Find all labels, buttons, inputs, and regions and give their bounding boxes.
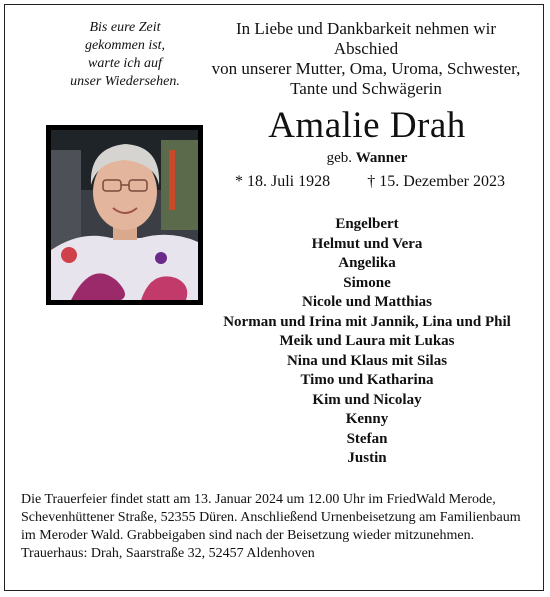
mourner: Timo und Katharina (300, 372, 434, 388)
intro-line: von unserer Mutter, Oma, Uroma, Schwester, (211, 59, 521, 78)
mourning-house: Trauerhaus: Drah, Saarstraße 32, 52457 Aldenhoven (21, 546, 315, 561)
portrait-image (51, 130, 198, 300)
ceremony-text: Die Trauerfeier findet statt am 13. Januar 2024 um 12.00 Uhr im FriedWald Merode, Schevenhüttener Straße, 52355 Düren. Anschließend Urnenbeisetzung am Familienbaum im Meroder Wald. Grabbeigaben sind nach der Beisetzung wieder mitzunehmen. (21, 492, 521, 543)
mourner: Angelika (338, 255, 396, 271)
deceased-name: Amalie Drah (268, 105, 466, 146)
mourner: Justin (347, 450, 387, 466)
maiden-name (232, 149, 502, 167)
mourner: Simone (343, 274, 391, 291)
maiden-prefix: geb. (326, 150, 352, 166)
intro-line: In Liebe und Dankbarkeit nehmen wir Abschied (235, 19, 497, 58)
mourner: Meik und Laura mit Lukas (279, 333, 455, 349)
life-dates (225, 172, 515, 192)
funeral-notice (21, 491, 529, 563)
poem-line: gekommen ist, (84, 38, 166, 53)
mourner: Norman und Irina mit Jannik, Lina und Phil (223, 313, 511, 330)
mourner: Helmut und Vera (311, 235, 423, 252)
intro-line: Tante und Schwägerin (290, 79, 442, 98)
poem-line: warte ich auf (88, 56, 162, 71)
intro-text (208, 19, 524, 99)
portrait-photo (46, 125, 203, 305)
poem-line: Bis eure Zeit (89, 20, 161, 35)
mourner: Stefan (346, 430, 388, 447)
mourner: Nina und Klaus mit Silas (286, 352, 448, 369)
mourner: Kenny (345, 411, 389, 427)
birth-date: * 18. Juli 1928 (235, 173, 331, 190)
mourner: Kim und Nicolay (312, 391, 422, 408)
maiden-surname: Wanner (355, 150, 408, 166)
poem-line: unser Wiedersehen. (70, 74, 180, 89)
memorial-poem (56, 19, 194, 91)
death-date: † 15. Dezember 2023 (367, 173, 505, 190)
mourner: Nicole und Matthias (301, 294, 432, 310)
mourner: Engelbert (335, 216, 399, 232)
mourners-list (200, 215, 534, 469)
